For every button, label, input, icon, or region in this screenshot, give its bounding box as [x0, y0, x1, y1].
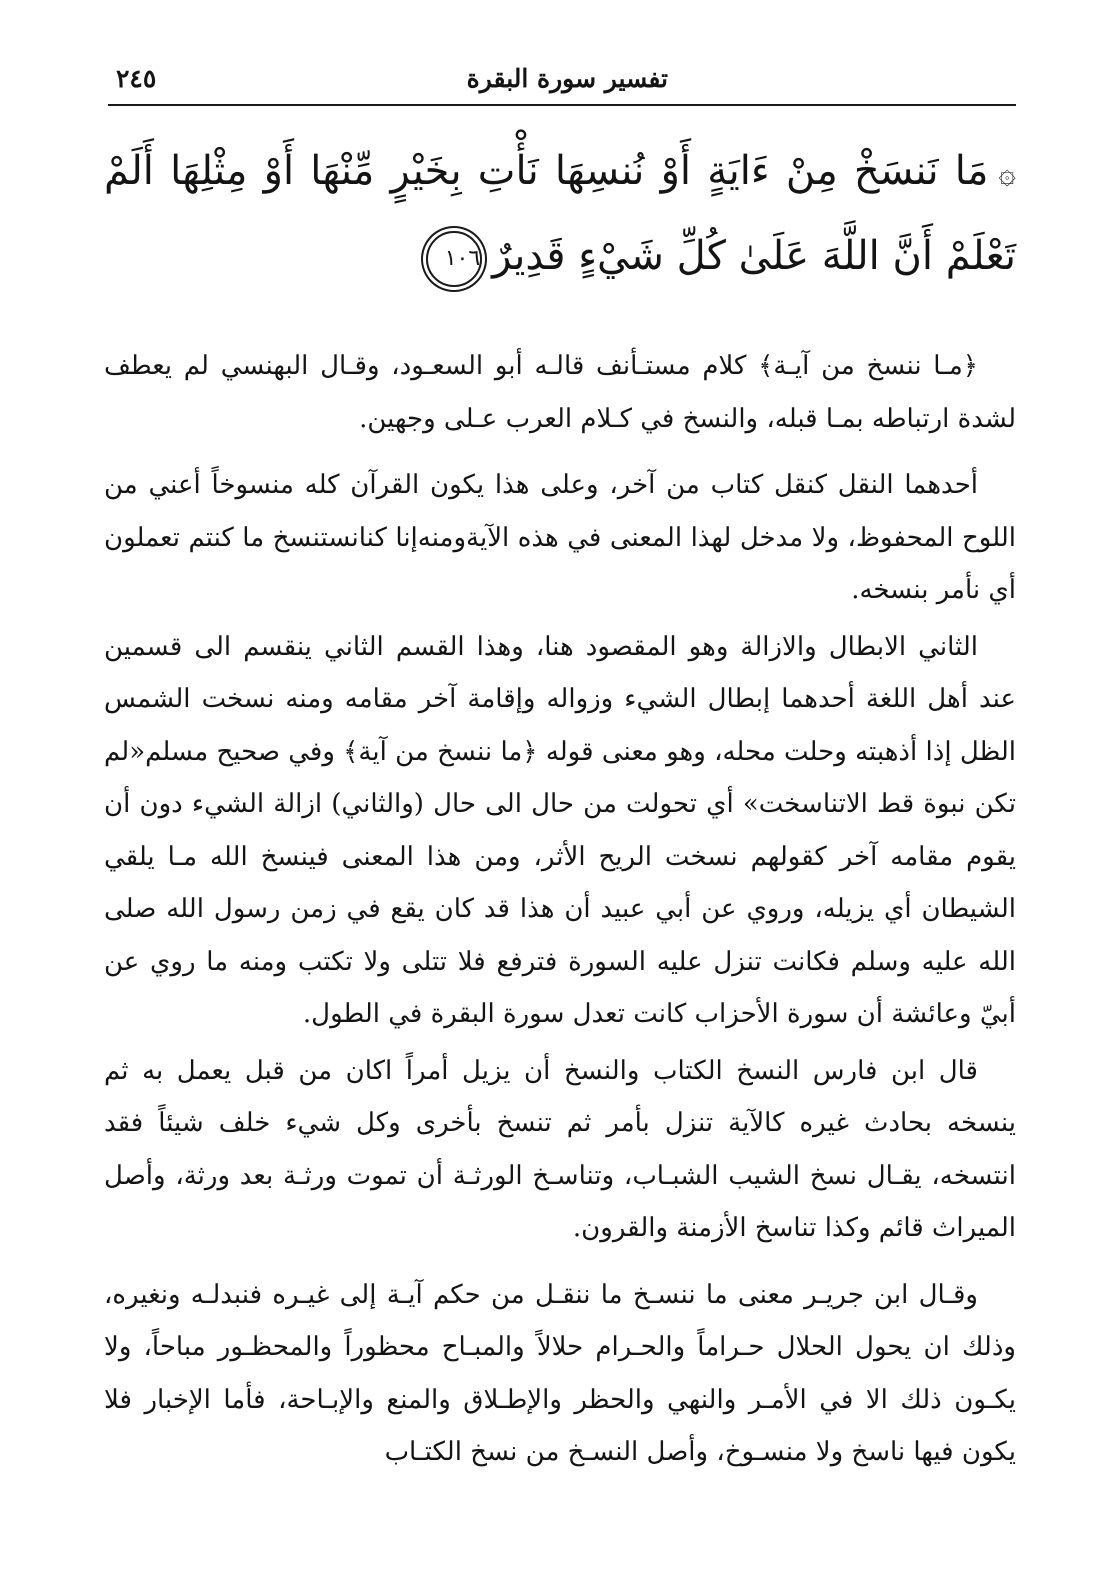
header-divider: [108, 104, 1016, 106]
verse-number-marker: ١٠٦: [426, 231, 482, 287]
page-number: ٢٤٥: [116, 64, 157, 93]
paragraph: أحدهما النقل كنقل كتاب من آخر، وعلى هذا يكون القرآن كله منسوخاً أعني من اللوح المحفوظ، ولا مدخل لهذا المعنى في هذه الآيةومنه‌إنا كنانستنسخ ما كنتم تعملون أي نأمر بنسخه.: [104, 470, 1016, 605]
paragraph: قال ابن فارس النسخ الكتاب والنسخ أن يزيل أمراً اكان من قبل يعمل به ثم ينسخه بحادث غيره كالآية تنزل بأمر ثم تنسخ بأخرى وكل شيء خلف شيئاً فقد انتسخه، يقـال نسخ الشيب الشبـاب، وتناسـخ الورثـة أن تموت ورثـة بعد ورثة، وأصل الميراث قائم وكذا تناسخ الأزمنة والقرون.: [104, 1055, 1016, 1243]
paragraph: وقـال ابن جريـر معنى ما ننسـخ ما ننقـل من حكم آيـة إلى غيـره فنبدلـه ونغيره، وذلك ان يحول الحلال حـراماً والحـرام حلالاً والمبـاح محظوراً والمحظـور مباحاً، ولا يكـون ذلك الا في الأمـر والنهي والحظر والإطـلاق والمنع والإبـاحة، فأما الإخبار فلا يكون فيها ناسخ ولا منسـوخ، وأصل النسـخ من نسخ الكتـاب: [104, 1279, 1016, 1467]
header-title: تفسير سورة البقرة: [466, 64, 668, 93]
commentary-body: [104, 340, 1016, 1493]
quran-verse-block: [104, 130, 1016, 297]
verse-text: مَا نَنسَخْ مِنْ ءَايَةٍ أَوْ نُنسِهَا نَأْتِ بِخَيْرٍ مِّنْهَا أَوْ مِثْلِهَا أَلَمْ تَعْلَمْ أَنَّ اللَّهَ عَلَىٰ كُلِّ شَيْءٍ قَدِيرٌ: [104, 148, 1016, 279]
rub-el-hizb-icon: ۞: [998, 156, 1016, 191]
paragraph: ﴿مـا ننسخ من آيـة﴾ كلام مستـأنف قالـه أبو السعـود، وقـال البهنسي لم يعطف لشدة ارتباطه بمـا قبله، والنسخ في كـلام العرب عـلى وجهين.: [104, 351, 1016, 434]
running-header: [108, 62, 1008, 102]
paragraph: الثاني الابطال والازالة وهو المقصود هنا، وهذا القسم الثاني ينقسم الى قسمين عند أهل اللغة أحدهما إبطال الشيء وزواله وإقامة آخر مقامه ومنه نسخت الشمس الظل إذا أذهبته وحلت محله، وهو معنى قوله ﴿ما ننسخ من آية﴾ وفي صحيح مسلم«لم تكن نبوة قط الاتناسخت» أي تحولت من حال الى حال (والثاني) ازالة الشيء دون أن يقوم مقامه آخر كقولهم نسخت الريح الأثر، ومن هذا المعنى فينسخ الله مـا يلقي الشيطان أي يزيله، وروي عن أبي عبيد أن هذا قد كان يقع في زمن رسول الله صلى الله عليه وسلم فكانت تنزل عليه السورة فترفع فلا تتلى ولا تكتب ومنه ما روي عن أبيّ وعائشة أن سورة الأحزاب كانت تعدل سورة البقرة في الطول.: [104, 631, 1016, 1029]
